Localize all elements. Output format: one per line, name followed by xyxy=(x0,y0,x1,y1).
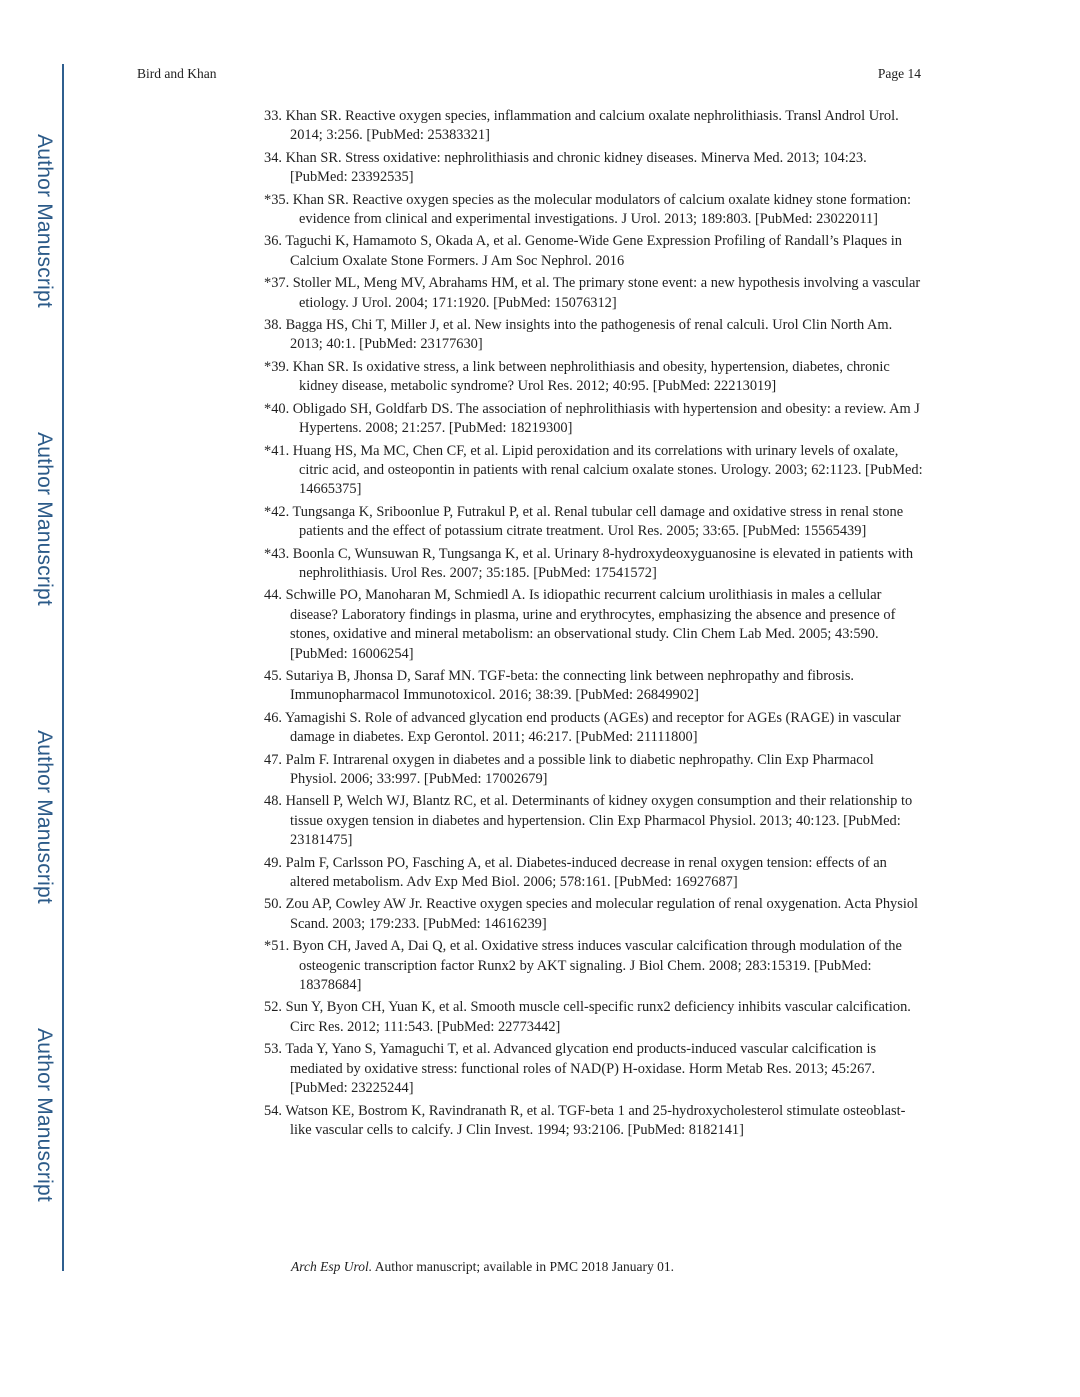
reference-item: *39. Khan SR. Is oxidative stress, a link between nephrolithiasis and obesity, hypertension, diabetes, chronic kidney disease, metabolic syndrome? Urol Res. 2012; 40:95. [PubMed: 22213019] xyxy=(264,358,890,395)
side-label-text: Author Manuscript xyxy=(33,730,56,904)
side-label-text: Author Manuscript xyxy=(33,1028,56,1202)
reference-item: 45. Sutariya B, Jhonsa D, Saraf MN. TGF-beta: the connecting link between nephropathy and fibrosis. Immunopharmacol Immunotoxicol. 2016; 38:39. [PubMed: 26849902] xyxy=(264,667,855,704)
reference-item: 36. Taguchi K, Hamamoto S, Okada A, et al. Genome-Wide Gene Expression Profiling of Randall’s Plaques in Calcium Oxalate Stone Formers. J Am Soc Nephrol. 2016 xyxy=(264,233,903,269)
reference-item: 53. Tada Y, Yano S, Yamaguchi T, et al. Advanced glycation end products-induced vascular calcification is mediated by oxidative stress: functional roles of NAD(P) H-oxidase. Horm Metab Res. 2013; 45:267. [PubMed: 23225244] xyxy=(264,1041,877,1097)
reference-item: *42. Tungsanga K, Sriboonlue P, Futrakul P, et al. Renal tubular cell damage and oxidative stress in renal stone patients and the effect of potassium citrate treatment. Urol Res. 2005; 33:65. [PubMed: 15565439] xyxy=(264,503,904,540)
reference-item: *37. Stoller ML, Meng MV, Abrahams HM, et al. The primary stone event: a new hypothesis involving a vascular etiology. J Urol. 2004; 171:1920. [PubMed: 15076312] xyxy=(264,275,921,311)
side-label-text: Author Manuscript xyxy=(33,134,56,308)
running-header-authors: Bird and Khan xyxy=(137,66,217,81)
reference-item: 47. Palm F. Intrarenal oxygen in diabetes and a possible link to diabetic nephropathy. Clin Exp Pharmacol Physiol. 2006; 33:997. [PubMed: 17002679] xyxy=(264,751,874,787)
page-number: Page 14 xyxy=(877,66,921,81)
reference-item: 33. Khan SR. Reactive oxygen species, inflammation and calcium oxalate nephrolithiasis. Transl Androl Urol. 2014; 3:256. [PubMed: 25383321] xyxy=(264,108,899,144)
reference-item: 49. Palm F, Carlsson PO, Fasching A, et al. Diabetes-induced decrease in renal oxygen tension: effects of an altered metabolism. Adv Exp Med Biol. 2006; 578:161. [PubMed: 16927687] xyxy=(264,854,887,891)
reference-item: *51. Byon CH, Javed A, Dai Q, et al. Oxidative stress induces vascular calcification through modulation of the osteogenic transcription factor Runx2 by AKT signaling. J Biol Chem. 2008; 283:15319. [PubMed: 18378684] xyxy=(264,938,902,994)
page-footer xyxy=(291,1259,674,1275)
side-rule xyxy=(62,64,64,1271)
reference-item: *43. Boonla C, Wunsuwan R, Tungsanga K, et al. Urinary 8-hydroxydeoxyguanosine is elevated in patients with nephrolithiasis. Urol Res. 2007; 35:185. [PubMed: 17541572] xyxy=(264,545,914,581)
reference-item: *35. Khan SR. Reactive oxygen species as the molecular modulators of calcium oxalate kidney stone formation: evidence from clinical and experimental investigations. J Urol. 2013; 189:803. [PubMed: 23022011] xyxy=(264,191,912,228)
reference-list xyxy=(264,107,924,1143)
reference-item: *41. Huang HS, Ma MC, Chen CF, et al. Lipid peroxidation and its correlations with urinary levels of oxalate, citric acid, and osteopontin in patients with renal calcium oxalate stones. Urology. 2003; 62:1123. [PubMed: 14665375] xyxy=(264,442,923,498)
reference-item: 50. Zou AP, Cowley AW Jr. Reactive oxygen species and molecular regulation of renal oxygenation. Acta Physiol Scand. 2003; 179:233. [PubMed: 14616239] xyxy=(264,896,919,932)
footer-note: Author manuscript; available in PMC 2018 January 01. xyxy=(374,1259,674,1274)
reference-item: 48. Hansell P, Welch WJ, Blantz RC, et al. Determinants of kidney oxygen consumption and their relationship to tissue oxygen tension in diabetes and hypertension. Clin Exp Pharmacol Physiol. 2013; 40:123. [PubMed: 23181475] xyxy=(264,793,913,849)
side-label-text: Author Manuscript xyxy=(33,432,56,606)
reference-item: 54. Watson KE, Bostrom K, Ravindranath R, et al. TGF-beta 1 and 25-hydroxycholesterol stimulate osteoblast-like vascular cells to calcify. J Clin Invest. 1994; 93:2106. [PubMed: 8182141] xyxy=(264,1102,906,1138)
reference-item: 46. Yamagishi S. Role of advanced glycation end products (AGEs) and receptor for AGEs (RAGE) in vascular damage in diabetes. Exp Gerontol. 2011; 46:217. [PubMed: 21111800] xyxy=(264,709,901,746)
reference-item: *40. Obligado SH, Goldfarb DS. The association of nephrolithiasis with hypertension and obesity: a review. Am J Hypertens. 2008; 21:257. [PubMed: 18219300] xyxy=(264,400,920,437)
reference-item: 52. Sun Y, Byon CH, Yuan K, et al. Smooth muscle cell-specific runx2 deficiency inhibits vascular calcification. Circ Res. 2012; 111:543. [PubMed: 22773442] xyxy=(264,999,911,1035)
reference-item: 44. Schwille PO, Manoharan M, Schmiedl A. Is idiopathic recurrent calcium urolithiasis in males a cellular disease? Laboratory findings in plasma, urine and erythrocytes, emphasizing the absence and presence of stones, oxidative and mineral metabolism: an observational study. Clin Chem Lab Med. 2005; 43:590. [PubMed: 16006254] xyxy=(264,587,896,662)
reference-item: 38. Bagga HS, Chi T, Miller J, et al. New insights into the pathogenesis of renal calculi. Urol Clin North Am. 2013; 40:1. [PubMed: 23177630] xyxy=(264,317,893,353)
reference-item: 34. Khan SR. Stress oxidative: nephrolithiasis and chronic kidney diseases. Minerva Med. 2013; 104:23. [PubMed: 23392535] xyxy=(264,149,867,186)
footer-journal: Arch Esp Urol. xyxy=(291,1259,373,1274)
